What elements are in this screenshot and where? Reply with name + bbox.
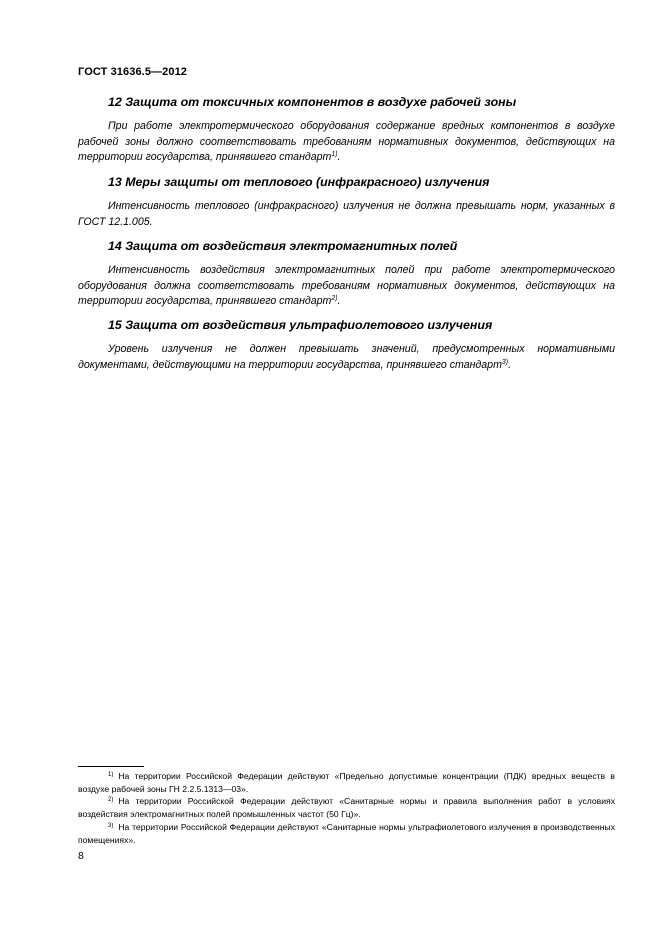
footnote-ref: 3) — [501, 358, 509, 366]
standard-header: ГОСТ 31636.5—2012 — [78, 66, 188, 78]
section-title: 14 Защита от воздействия электромагнитных полей — [108, 239, 458, 253]
section-body: Интенсивность воздействия электромагнитных полей при работе электротермического оборудования должна соответствовать требованиям нормативных документов, действующих на территории государства, принявшего стандарт$^{2)}$. — [78, 264, 615, 308]
footnote — [78, 795, 615, 820]
footnote-text: На территории Российской Федерации действуют «Предельно допустимые концентрации (ПДК) вредных веществ в воздухе рабочей зоны ГН 2.2.5.1313—03». — [78, 771, 615, 794]
footnote-ref: 2) — [331, 295, 338, 303]
footnote-mark: 2) — [108, 797, 114, 804]
section-title: 13 Меры защиты от теплового (инфракрасного) излучения — [108, 175, 490, 189]
page-number: 8 — [78, 850, 84, 862]
section-title: 15 Защита от воздействия ультрафиолетового излучения — [108, 318, 493, 332]
section-body: Уровень излучения не должен превышать значений, предусмотренных нормативными документами, действующими на территории государства, принявшего стандарт$^{3)}$. — [78, 343, 615, 371]
footnote-text: На территории Российской Федерации действуют «Санитарные нормы и правила выполнения работ в условиях воздействия электромагнитных полей промышленных частот (50 Гц)». — [78, 796, 615, 820]
footnote-separator — [78, 766, 144, 767]
section-body: При работе электротермического оборудования содержание вредных компонентов в воздухе рабочей зоны должно соответствовать требованиям нормативных документов, действующих на территории государства, принявшего стандарт$^{1)}$. — [78, 120, 615, 164]
section-title: 12 Защита от токсичных компонентов в воздухе рабочей зоны — [108, 95, 517, 109]
footnotes — [78, 770, 615, 846]
section-15 — [78, 318, 615, 373]
footnote-mark: 1) — [108, 772, 114, 778]
section-12 — [78, 95, 615, 166]
footnote — [78, 770, 615, 795]
footnote-mark: 3) — [108, 822, 114, 829]
section-body: Интенсивность теплового (инфракрасного) излучения не должна превышать норм, указанных в ГОСТ 12.1.005. — [78, 200, 615, 228]
footnote-text: На территории Российской Федерации действуют «Санитарные нормы ультрафиолетового излучения в производственных помещениях». — [78, 821, 615, 845]
footnote-ref: 1) — [331, 151, 338, 159]
section-13 — [78, 175, 615, 230]
section-14 — [78, 239, 615, 310]
footnote — [78, 821, 615, 846]
